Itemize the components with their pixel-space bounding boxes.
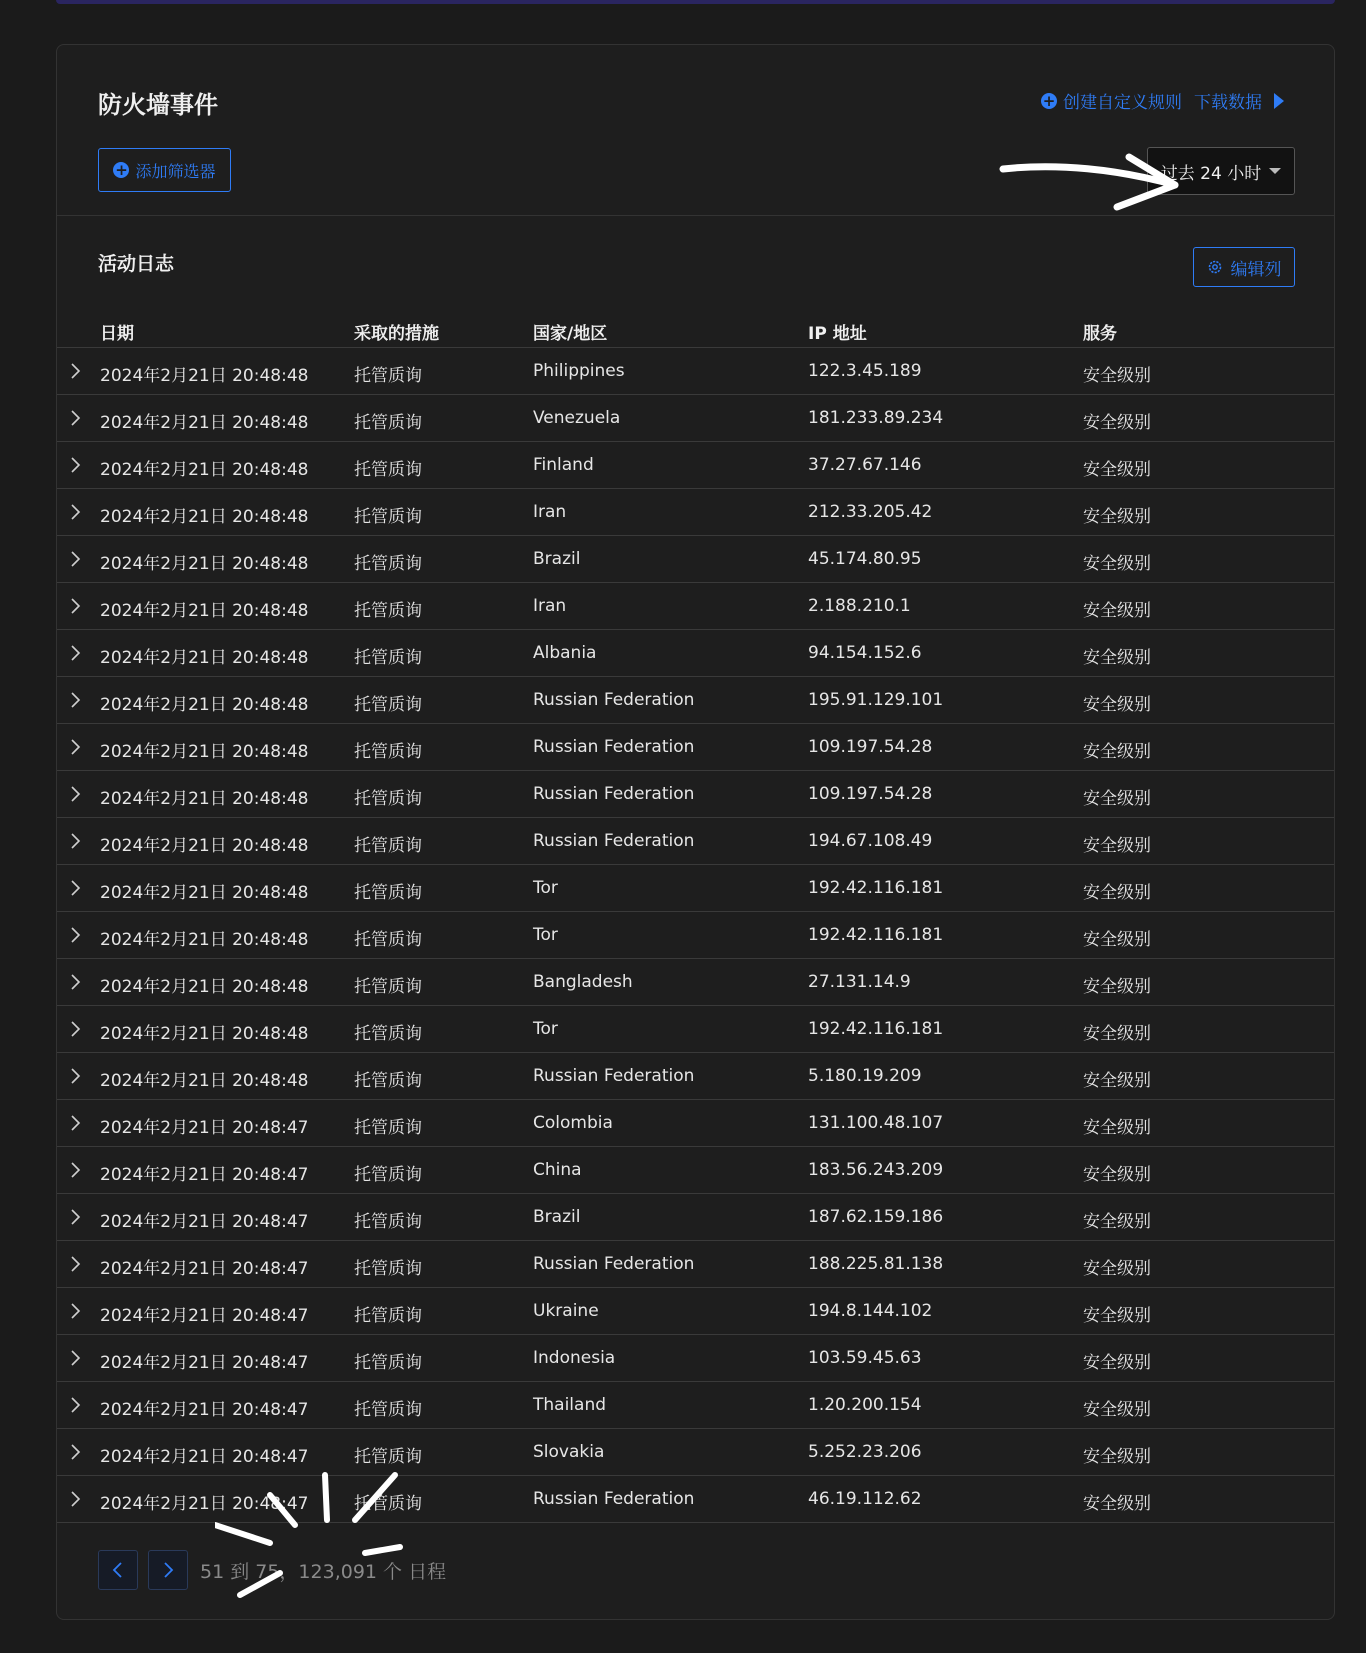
cell-date: 2024年2月21日 20:48:48 [100, 789, 309, 809]
header-actions [1041, 88, 1284, 113]
cell-date: 2024年2月21日 20:48:48 [100, 1071, 309, 1091]
cell-service: 安全级别 [1083, 883, 1151, 903]
table-header [57, 309, 1334, 348]
cell-ip: 2.188.210.1 [808, 596, 911, 616]
cell-date: 2024年2月21日 20:48:48 [100, 883, 309, 903]
cell-country: Bangladesh [533, 972, 633, 992]
cell-country: Slovakia [533, 1442, 605, 1462]
chevron-right-icon[interactable] [65, 549, 85, 569]
cell-ip: 5.180.19.209 [808, 1066, 922, 1086]
cell-service: 安全级别 [1083, 742, 1151, 762]
cell-ip: 46.19.112.62 [808, 1489, 922, 1509]
cell-date: 2024年2月21日 20:48:48 [100, 648, 309, 668]
cell-service: 安全级别 [1083, 366, 1151, 386]
cell-service: 安全级别 [1083, 1165, 1151, 1185]
cell-country: Russian Federation [533, 1489, 695, 1509]
cell-action: 托管质询 [354, 413, 422, 433]
table-row[interactable] [57, 489, 1334, 536]
cell-country: Russian Federation [533, 1254, 695, 1274]
cell-action: 托管质询 [354, 1400, 422, 1420]
table-row[interactable] [57, 1053, 1334, 1100]
cell-ip: 183.56.243.209 [808, 1160, 944, 1180]
cell-service: 安全级别 [1083, 1024, 1151, 1044]
table-row[interactable] [57, 771, 1334, 818]
cell-date: 2024年2月21日 20:48:48 [100, 413, 309, 433]
cell-date: 2024年2月21日 20:48:47 [100, 1353, 309, 1373]
table-row[interactable] [57, 583, 1334, 630]
cell-ip: 192.42.116.181 [808, 878, 944, 898]
cell-ip: 94.154.152.6 [808, 643, 922, 663]
cell-action: 托管质询 [354, 601, 422, 621]
cell-date: 2024年2月21日 20:48:48 [100, 977, 309, 997]
cell-ip: 109.197.54.28 [808, 737, 933, 757]
cell-action: 托管质询 [354, 695, 422, 715]
edit-columns-button[interactable] [1193, 247, 1295, 287]
cell-service: 安全级别 [1083, 695, 1151, 715]
add-filter-label: 添加筛选器 [135, 161, 216, 181]
cell-service: 安全级别 [1083, 1494, 1151, 1514]
table-row[interactable] [57, 1006, 1334, 1053]
cell-action: 托管质询 [354, 1353, 422, 1373]
chevron-right-icon [161, 1561, 175, 1579]
chevron-right-icon[interactable] [65, 878, 85, 898]
cell-country: Russian Federation [533, 690, 695, 710]
cell-action: 托管质询 [354, 507, 422, 527]
cell-action: 托管质询 [354, 930, 422, 950]
cell-country: Tor [533, 1019, 558, 1039]
play-right-icon [1274, 93, 1284, 109]
cell-action: 托管质询 [354, 1447, 422, 1467]
cell-action: 托管质询 [354, 1212, 422, 1232]
cell-action: 托管质询 [354, 1259, 422, 1279]
table-row[interactable] [57, 1241, 1334, 1288]
cell-country: Thailand [533, 1395, 607, 1415]
previous-page-button[interactable] [98, 1550, 138, 1590]
cell-service: 安全级别 [1083, 836, 1151, 856]
cell-ip: 122.3.45.189 [808, 361, 922, 381]
top-banner-strip [56, 0, 1335, 4]
cell-ip: 103.59.45.63 [808, 1348, 922, 1368]
cell-service: 安全级别 [1083, 1259, 1151, 1279]
cell-ip: 1.20.200.154 [808, 1395, 922, 1415]
chevron-right-icon[interactable] [65, 690, 85, 710]
cell-service: 安全级别 [1083, 1353, 1151, 1373]
cell-ip: 5.252.23.206 [808, 1442, 922, 1462]
cell-date: 2024年2月21日 20:48:48 [100, 695, 309, 715]
cell-country: Russian Federation [533, 1066, 695, 1086]
cell-date: 2024年2月21日 20:48:48 [100, 366, 309, 386]
table-row[interactable] [57, 395, 1334, 442]
chevron-right-icon[interactable] [65, 1066, 85, 1086]
cell-ip: 187.62.159.186 [808, 1207, 944, 1227]
pagination-summary: 51 到 75，123,091 个 日程 [200, 1560, 447, 1583]
time-range-value: 过去 24 小时 [1160, 163, 1262, 184]
add-filter-button[interactable] [98, 148, 231, 192]
table-row[interactable] [57, 1288, 1334, 1335]
cell-country: Russian Federation [533, 737, 695, 757]
chevron-right-icon[interactable] [65, 596, 85, 616]
cell-date: 2024年2月21日 20:48:48 [100, 554, 309, 574]
table-row[interactable] [57, 724, 1334, 771]
cell-date: 2024年2月21日 20:48:48 [100, 460, 309, 480]
cell-ip: 212.33.205.42 [808, 502, 933, 522]
cell-service: 安全级别 [1083, 977, 1151, 997]
cell-action: 托管质询 [354, 1118, 422, 1138]
chevron-right-icon[interactable] [65, 737, 85, 757]
chevron-right-icon[interactable] [65, 1301, 85, 1321]
cell-country: Russian Federation [533, 831, 695, 851]
cell-action: 托管质询 [354, 1071, 422, 1091]
cell-service: 安全级别 [1083, 1306, 1151, 1326]
gear-icon [1207, 259, 1223, 275]
download-data-link[interactable] [1194, 88, 1284, 113]
table-row[interactable] [57, 348, 1334, 395]
cell-service: 安全级别 [1083, 1400, 1151, 1420]
cell-country: Albania [533, 643, 597, 663]
column-header-service[interactable]: 服务 [1083, 324, 1117, 344]
cell-country: Brazil [533, 1207, 581, 1227]
cell-date: 2024年2月21日 20:48:47 [100, 1400, 309, 1420]
chevron-right-icon[interactable] [65, 1207, 85, 1227]
cell-date: 2024年2月21日 20:48:48 [100, 601, 309, 621]
chevron-right-icon[interactable] [65, 925, 85, 945]
column-header-ip[interactable]: IP 地址 [808, 324, 867, 344]
cell-ip: 45.174.80.95 [808, 549, 922, 569]
edit-columns-label: 编辑列 [1230, 259, 1282, 280]
cell-ip: 188.225.81.138 [808, 1254, 944, 1274]
chevron-right-icon[interactable] [65, 643, 85, 663]
cell-service: 安全级别 [1083, 1071, 1151, 1091]
cell-date: 2024年2月21日 20:48:47 [100, 1118, 309, 1138]
table-row[interactable] [57, 442, 1334, 489]
cell-action: 托管质询 [354, 554, 422, 574]
table-row[interactable] [57, 677, 1334, 724]
cell-ip: 109.197.54.28 [808, 784, 933, 804]
cell-date: 2024年2月21日 20:48:48 [100, 742, 309, 762]
chevron-right-icon[interactable] [65, 1442, 85, 1462]
cell-service: 安全级别 [1083, 789, 1151, 809]
cell-date: 2024年2月21日 20:48:48 [100, 930, 309, 950]
cell-service: 安全级别 [1083, 648, 1151, 668]
table-row[interactable] [57, 1382, 1334, 1429]
chevron-right-icon[interactable] [65, 1160, 85, 1180]
cell-country: Iran [533, 596, 567, 616]
cell-service: 安全级别 [1083, 460, 1151, 480]
chevron-right-icon[interactable] [65, 1019, 85, 1039]
next-page-button[interactable] [148, 1550, 188, 1590]
cell-country: Tor [533, 925, 558, 945]
chevron-right-icon[interactable] [65, 1254, 85, 1274]
cell-service: 安全级别 [1083, 930, 1151, 950]
cell-service: 安全级别 [1083, 413, 1151, 433]
cell-ip: 192.42.116.181 [808, 925, 944, 945]
cell-date: 2024年2月21日 20:48:47 [100, 1306, 309, 1326]
plus-circle-icon: + [115, 161, 128, 179]
cell-date: 2024年2月21日 20:48:47 [100, 1494, 309, 1514]
cell-country: Finland [533, 455, 594, 475]
cell-service: 安全级别 [1083, 601, 1151, 621]
column-header-country[interactable]: 国家/地区 [533, 324, 608, 344]
chevron-right-icon[interactable] [65, 1113, 85, 1133]
cell-date: 2024年2月21日 20:48:48 [100, 507, 309, 527]
chevron-right-icon[interactable] [65, 361, 85, 381]
cell-date: 2024年2月21日 20:48:47 [100, 1447, 309, 1467]
cell-ip: 181.233.89.234 [808, 408, 944, 428]
annotation-arrow [997, 145, 1187, 225]
cell-ip: 194.67.108.49 [808, 831, 933, 851]
cell-date: 2024年2月21日 20:48:48 [100, 1024, 309, 1044]
create-custom-rule-label: 创建自定义规则 [1063, 93, 1182, 113]
chevron-right-icon[interactable] [65, 408, 85, 428]
cell-country: Colombia [533, 1113, 613, 1133]
cell-action: 托管质询 [354, 1494, 422, 1514]
cell-date: 2024年2月21日 20:48:48 [100, 836, 309, 856]
chevron-right-icon[interactable] [65, 1348, 85, 1368]
column-header-action[interactable]: 采取的措施 [354, 324, 439, 344]
cell-country: Philippines [533, 361, 625, 381]
cell-date: 2024年2月21日 20:48:47 [100, 1259, 309, 1279]
table-row[interactable] [57, 959, 1334, 1006]
cell-action: 托管质询 [354, 1165, 422, 1185]
plus-circle-icon: + [1042, 91, 1056, 110]
cell-action: 托管质询 [354, 460, 422, 480]
cell-country: China [533, 1160, 582, 1180]
cell-ip: 192.42.116.181 [808, 1019, 944, 1039]
cell-service: 安全级别 [1083, 1118, 1151, 1138]
chevron-right-icon[interactable] [65, 831, 85, 851]
cell-date: 2024年2月21日 20:48:47 [100, 1165, 309, 1185]
table-row[interactable] [57, 536, 1334, 583]
caret-down-icon [1269, 168, 1281, 174]
cell-service: 安全级别 [1083, 554, 1151, 574]
column-header-date[interactable]: 日期 [100, 324, 134, 344]
annotation-sparkle [215, 1465, 425, 1615]
cell-country: Indonesia [533, 1348, 616, 1368]
cell-action: 托管质询 [354, 1024, 422, 1044]
chevron-right-icon[interactable] [65, 972, 85, 992]
chevron-right-icon[interactable] [65, 784, 85, 804]
table-row[interactable] [57, 1147, 1334, 1194]
table-row[interactable] [57, 818, 1334, 865]
table-row[interactable] [57, 1194, 1334, 1241]
cell-action: 托管质询 [354, 366, 422, 386]
cell-action: 托管质询 [354, 648, 422, 668]
cell-country: Brazil [533, 549, 581, 569]
table-row[interactable] [57, 1100, 1334, 1147]
cell-ip: 37.27.67.146 [808, 455, 922, 475]
table-row[interactable] [57, 1335, 1334, 1382]
cell-ip: 27.131.14.9 [808, 972, 911, 992]
cell-action: 托管质询 [354, 883, 422, 903]
table-body [57, 348, 1334, 1523]
download-data-label: 下载数据 [1194, 93, 1262, 113]
cell-action: 托管质询 [354, 977, 422, 997]
table-row[interactable] [57, 865, 1334, 912]
cell-action: 托管质询 [354, 742, 422, 762]
cell-service: 安全级别 [1083, 1447, 1151, 1467]
cell-action: 托管质询 [354, 836, 422, 856]
cell-service: 安全级别 [1083, 1212, 1151, 1232]
cell-ip: 195.91.129.101 [808, 690, 944, 710]
table-row[interactable] [57, 630, 1334, 677]
chevron-right-icon[interactable] [65, 1489, 85, 1509]
cell-action: 托管质询 [354, 1306, 422, 1326]
chevron-right-icon[interactable] [65, 455, 85, 475]
cell-country: Russian Federation [533, 784, 695, 804]
firewall-events-card [56, 44, 1335, 1620]
cell-country: Ukraine [533, 1301, 599, 1321]
cell-ip: 194.8.144.102 [808, 1301, 933, 1321]
cell-country: Venezuela [533, 408, 621, 428]
cell-date: 2024年2月21日 20:48:47 [100, 1212, 309, 1232]
activity-log-title: 活动日志 [98, 253, 175, 275]
table-row[interactable] [57, 912, 1334, 959]
cell-country: Iran [533, 502, 567, 522]
cell-service: 安全级别 [1083, 507, 1151, 527]
cell-action: 托管质询 [354, 789, 422, 809]
chevron-right-icon[interactable] [65, 502, 85, 522]
chevron-right-icon[interactable] [65, 1395, 85, 1415]
cell-ip: 131.100.48.107 [808, 1113, 944, 1133]
cell-country: Tor [533, 878, 558, 898]
chevron-left-icon [111, 1561, 125, 1579]
card-header [57, 45, 1334, 216]
page-title: 防火墙事件 [98, 91, 218, 119]
create-custom-rule-link[interactable] [1041, 88, 1182, 113]
